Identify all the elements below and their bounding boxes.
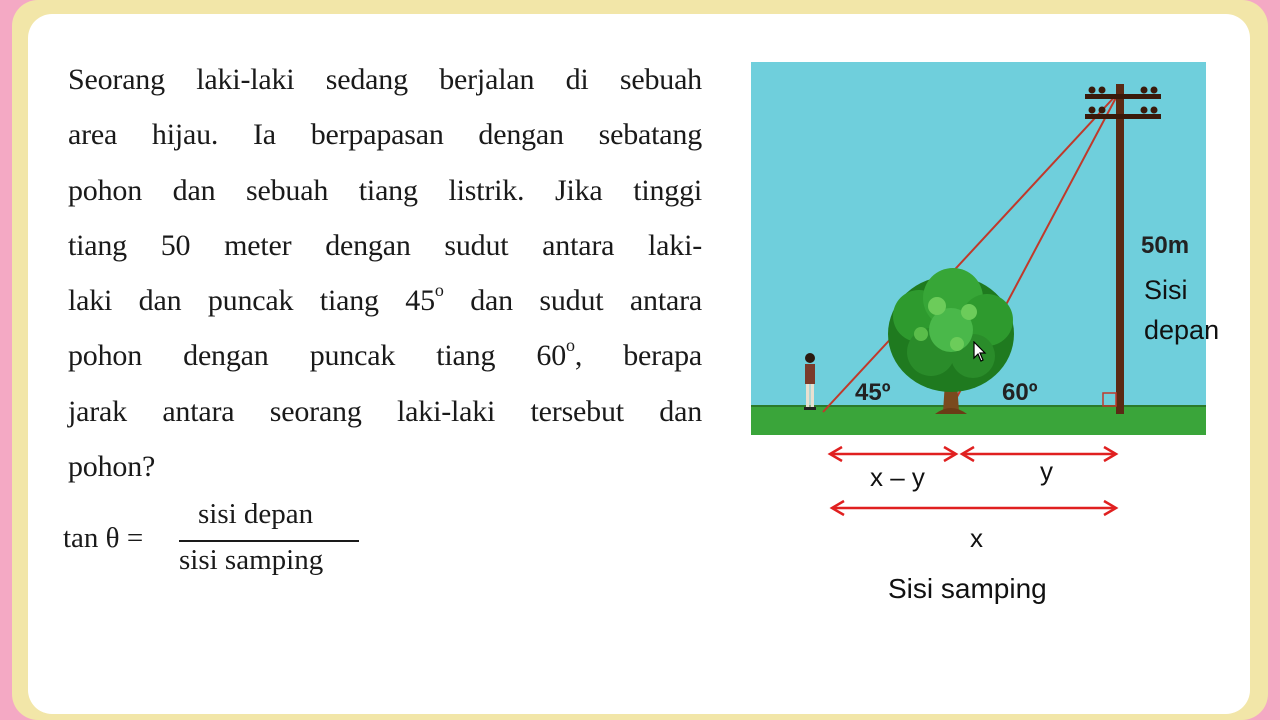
- problem-line: pohon?: [68, 450, 156, 484]
- problem-line: Seorang laki-laki sedang berjalan di sebuah: [68, 63, 702, 96]
- problem-text-part: laki dan puncak tiang 45: [68, 284, 435, 318]
- sisi-samping-label: Sisi samping: [888, 573, 1047, 604]
- angle-label-tree: 60º: [1002, 379, 1038, 406]
- angle-label-man: 45º: [855, 379, 891, 406]
- formula-denominator: sisi samping: [179, 544, 324, 576]
- problem-text: [68, 52, 702, 494]
- formula-lhs: tan θ =: [63, 522, 144, 554]
- height-label: 50m: [1141, 232, 1190, 259]
- problem-text-part: , berapa: [574, 339, 702, 373]
- measurement-arrows: [820, 440, 1130, 520]
- sisi-depan-label-line1: Sisi: [1144, 275, 1188, 305]
- problem-line: [68, 273, 702, 328]
- problem-line: pohon dan sebuah tiang listrik. Jika tinggi: [68, 173, 702, 207]
- mouse-cursor-icon: [973, 341, 987, 363]
- grass: [751, 406, 1206, 435]
- degree-symbol: o: [566, 335, 575, 356]
- problem-text-part: dan sudut antara: [470, 284, 702, 318]
- fraction-bar: [179, 540, 359, 542]
- sisi-depan-label-line2: depan: [1144, 315, 1220, 345]
- problem-line: area hijau. Ia berpapasan dengan sebatang: [68, 118, 702, 152]
- problem-text-part: pohon dengan puncak tiang 60: [68, 339, 566, 373]
- x-minus-y-label: x – y: [870, 462, 925, 492]
- problem-line: [68, 328, 702, 383]
- problem-line: jarak antara seorang laki-laki tersebut dan: [68, 394, 702, 428]
- formula-numerator: sisi depan: [198, 498, 314, 530]
- problem-line: tiang 50 meter dengan sudut antara laki-: [68, 228, 702, 262]
- y-label: y: [1040, 456, 1053, 486]
- illustration: [751, 62, 1206, 435]
- x-label: x: [970, 523, 983, 553]
- degree-symbol: o: [434, 280, 444, 301]
